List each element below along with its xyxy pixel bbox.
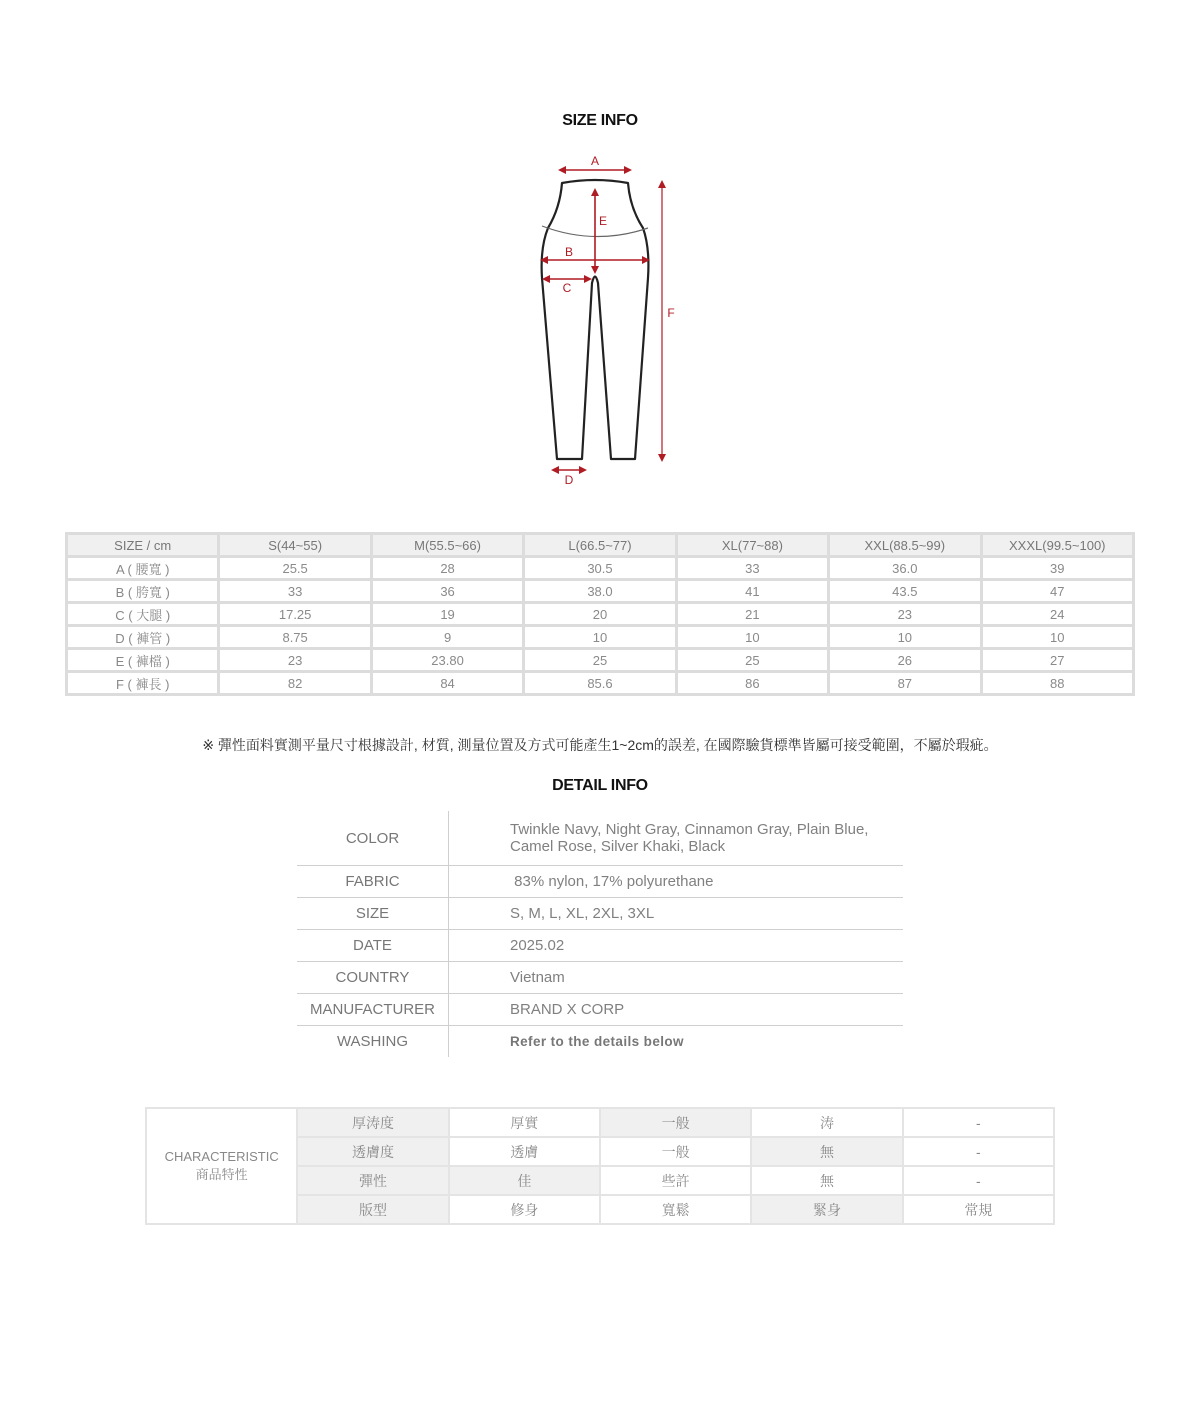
label-a: A <box>590 154 600 168</box>
detail-key: COUNTRY <box>297 962 449 994</box>
detail-row-size <box>297 898 903 930</box>
measurement-value: 10 <box>678 627 827 647</box>
measurement-value: 25 <box>678 650 827 670</box>
characteristic-option-selected: 無 <box>751 1137 902 1166</box>
detail-info-title: DETAIL INFO <box>552 777 648 794</box>
measurement-value: 86 <box>678 673 827 693</box>
characteristic-option-selected: 緊身 <box>751 1195 902 1224</box>
measurement-value: 33 <box>220 581 369 601</box>
measurement-label: E ( 褲檔 ) <box>68 650 217 670</box>
measurement-value: 23 <box>830 604 979 624</box>
pants-measurement-diagram <box>520 148 690 493</box>
header-cell: L(66.5~77) <box>525 535 674 555</box>
detail-row-date <box>297 930 903 962</box>
size-info-title: SIZE INFO <box>562 112 638 129</box>
measurement-value: 25 <box>525 650 674 670</box>
measurement-value: 85.6 <box>525 673 674 693</box>
measurement-value: 23.80 <box>373 650 522 670</box>
detail-value: 83% nylon, 17% polyurethane <box>449 866 904 898</box>
characteristic-label <box>146 1108 297 1224</box>
label-b: B <box>564 245 574 259</box>
detail-row-color <box>297 811 903 866</box>
measurement-value: 24 <box>983 604 1132 624</box>
size-table-header-row <box>68 535 1132 555</box>
label-f: F <box>667 306 675 320</box>
measurement-label: C ( 大腿 ) <box>68 604 217 624</box>
characteristic-option: 常規 <box>903 1195 1054 1224</box>
measurement-value: 47 <box>983 581 1132 601</box>
size-table-row <box>68 627 1132 647</box>
size-table-row <box>68 650 1132 670</box>
characteristic-table <box>145 1107 1055 1225</box>
label-d: D <box>564 473 574 487</box>
detail-value-color <box>449 811 904 866</box>
measurement-value: 10 <box>830 627 979 647</box>
size-table-row <box>68 604 1132 624</box>
measurement-value: 39 <box>983 558 1132 578</box>
measurement-value: 8.75 <box>220 627 369 647</box>
characteristic-row <box>146 1108 1054 1137</box>
detail-value: Refer to the details below <box>510 1034 684 1049</box>
measurement-value: 33 <box>678 558 827 578</box>
detail-row-country <box>297 962 903 994</box>
measurement-value: 43.5 <box>830 581 979 601</box>
detail-value: S, M, L, XL, 2XL, 3XL <box>449 898 904 930</box>
detail-row-washing <box>297 1026 903 1058</box>
characteristic-label-en: CHARACTERISTIC <box>164 1149 279 1164</box>
measurement-value: 36.0 <box>830 558 979 578</box>
characteristic-option: 一般 <box>600 1137 751 1166</box>
size-table-row <box>68 558 1132 578</box>
measurement-value: 26 <box>830 650 979 670</box>
characteristic-option: 修身 <box>449 1195 600 1224</box>
label-c: C <box>562 281 572 295</box>
detail-table <box>297 811 903 1057</box>
measurement-value: 23 <box>220 650 369 670</box>
measurement-value: 27 <box>983 650 1132 670</box>
characteristic-name: 透膚度 <box>297 1137 448 1166</box>
header-cell: M(55.5~66) <box>373 535 522 555</box>
measurement-value: 30.5 <box>525 558 674 578</box>
characteristic-option: - <box>903 1108 1054 1137</box>
detail-value: Vietnam <box>449 962 904 994</box>
measurement-note: ※ 彈性面料實測平量尺寸根據設計, 材質, 測量位置及方式可能產生1~2cm的誤差, 在國際驗貨標準皆屬可接受範圍，不屬於瑕疵。 <box>202 737 998 753</box>
header-cell: XXXL(99.5~100) <box>983 535 1132 555</box>
characteristic-option: 寬鬆 <box>600 1195 751 1224</box>
characteristic-option: 無 <box>751 1166 902 1195</box>
characteristic-name: 版型 <box>297 1195 448 1224</box>
measurement-value: 25.5 <box>220 558 369 578</box>
header-cell: XL(77~88) <box>678 535 827 555</box>
color-line-2: Camel Rose, Silver Khaki, Black <box>510 838 726 855</box>
measurement-value: 41 <box>678 581 827 601</box>
measurement-value: 10 <box>983 627 1132 647</box>
color-line-1: Twinkle Navy, Night Gray, Cinnamon Gray, Plain Blue, <box>510 821 869 838</box>
measurement-label: D ( 褲管 ) <box>68 627 217 647</box>
characteristic-option: 涛 <box>751 1108 902 1137</box>
measurement-label: F ( 褲長 ) <box>68 673 217 693</box>
characteristic-option: 厚實 <box>449 1108 600 1137</box>
characteristic-option-selected: 佳 <box>449 1166 600 1195</box>
label-e: E <box>598 214 608 228</box>
detail-value: BRAND X CORP <box>449 994 904 1026</box>
characteristic-name: 彈性 <box>297 1166 448 1195</box>
measurement-value: 28 <box>373 558 522 578</box>
detail-row-fabric <box>297 866 903 898</box>
detail-key: MANUFACTURER <box>297 994 449 1026</box>
characteristic-option: 些許 <box>600 1166 751 1195</box>
detail-value: 2025.02 <box>449 930 904 962</box>
measurement-value: 17.25 <box>220 604 369 624</box>
measurement-value: 88 <box>983 673 1132 693</box>
characteristic-option-selected: 一般 <box>600 1108 751 1137</box>
measurement-value: 82 <box>220 673 369 693</box>
measurement-label: A ( 腰寬 ) <box>68 558 217 578</box>
header-cell: XXL(88.5~99) <box>830 535 979 555</box>
size-table <box>65 532 1135 696</box>
detail-key: COLOR <box>297 811 449 866</box>
measurement-value: 38.0 <box>525 581 674 601</box>
measurement-value: 10 <box>525 627 674 647</box>
header-cell: S(44~55) <box>220 535 369 555</box>
characteristic-option: 透膚 <box>449 1137 600 1166</box>
measurement-value: 87 <box>830 673 979 693</box>
measurement-label: B ( 胯寬 ) <box>68 581 217 601</box>
detail-key: WASHING <box>297 1026 449 1058</box>
detail-key: FABRIC <box>297 866 449 898</box>
detail-row-manufacturer <box>297 994 903 1026</box>
measurement-value: 9 <box>373 627 522 647</box>
size-table-row <box>68 673 1132 693</box>
characteristic-option: - <box>903 1166 1054 1195</box>
measurement-value: 21 <box>678 604 827 624</box>
size-table-row <box>68 581 1132 601</box>
header-cell: SIZE / cm <box>68 535 217 555</box>
detail-key: DATE <box>297 930 449 962</box>
measurement-value: 84 <box>373 673 522 693</box>
measurement-value: 19 <box>373 604 522 624</box>
measurement-value: 36 <box>373 581 522 601</box>
detail-key: SIZE <box>297 898 449 930</box>
measurement-value: 20 <box>525 604 674 624</box>
characteristic-option: - <box>903 1137 1054 1166</box>
characteristic-label-zh: 商品特性 <box>195 1167 248 1182</box>
characteristic-name: 厚涛度 <box>297 1108 448 1137</box>
